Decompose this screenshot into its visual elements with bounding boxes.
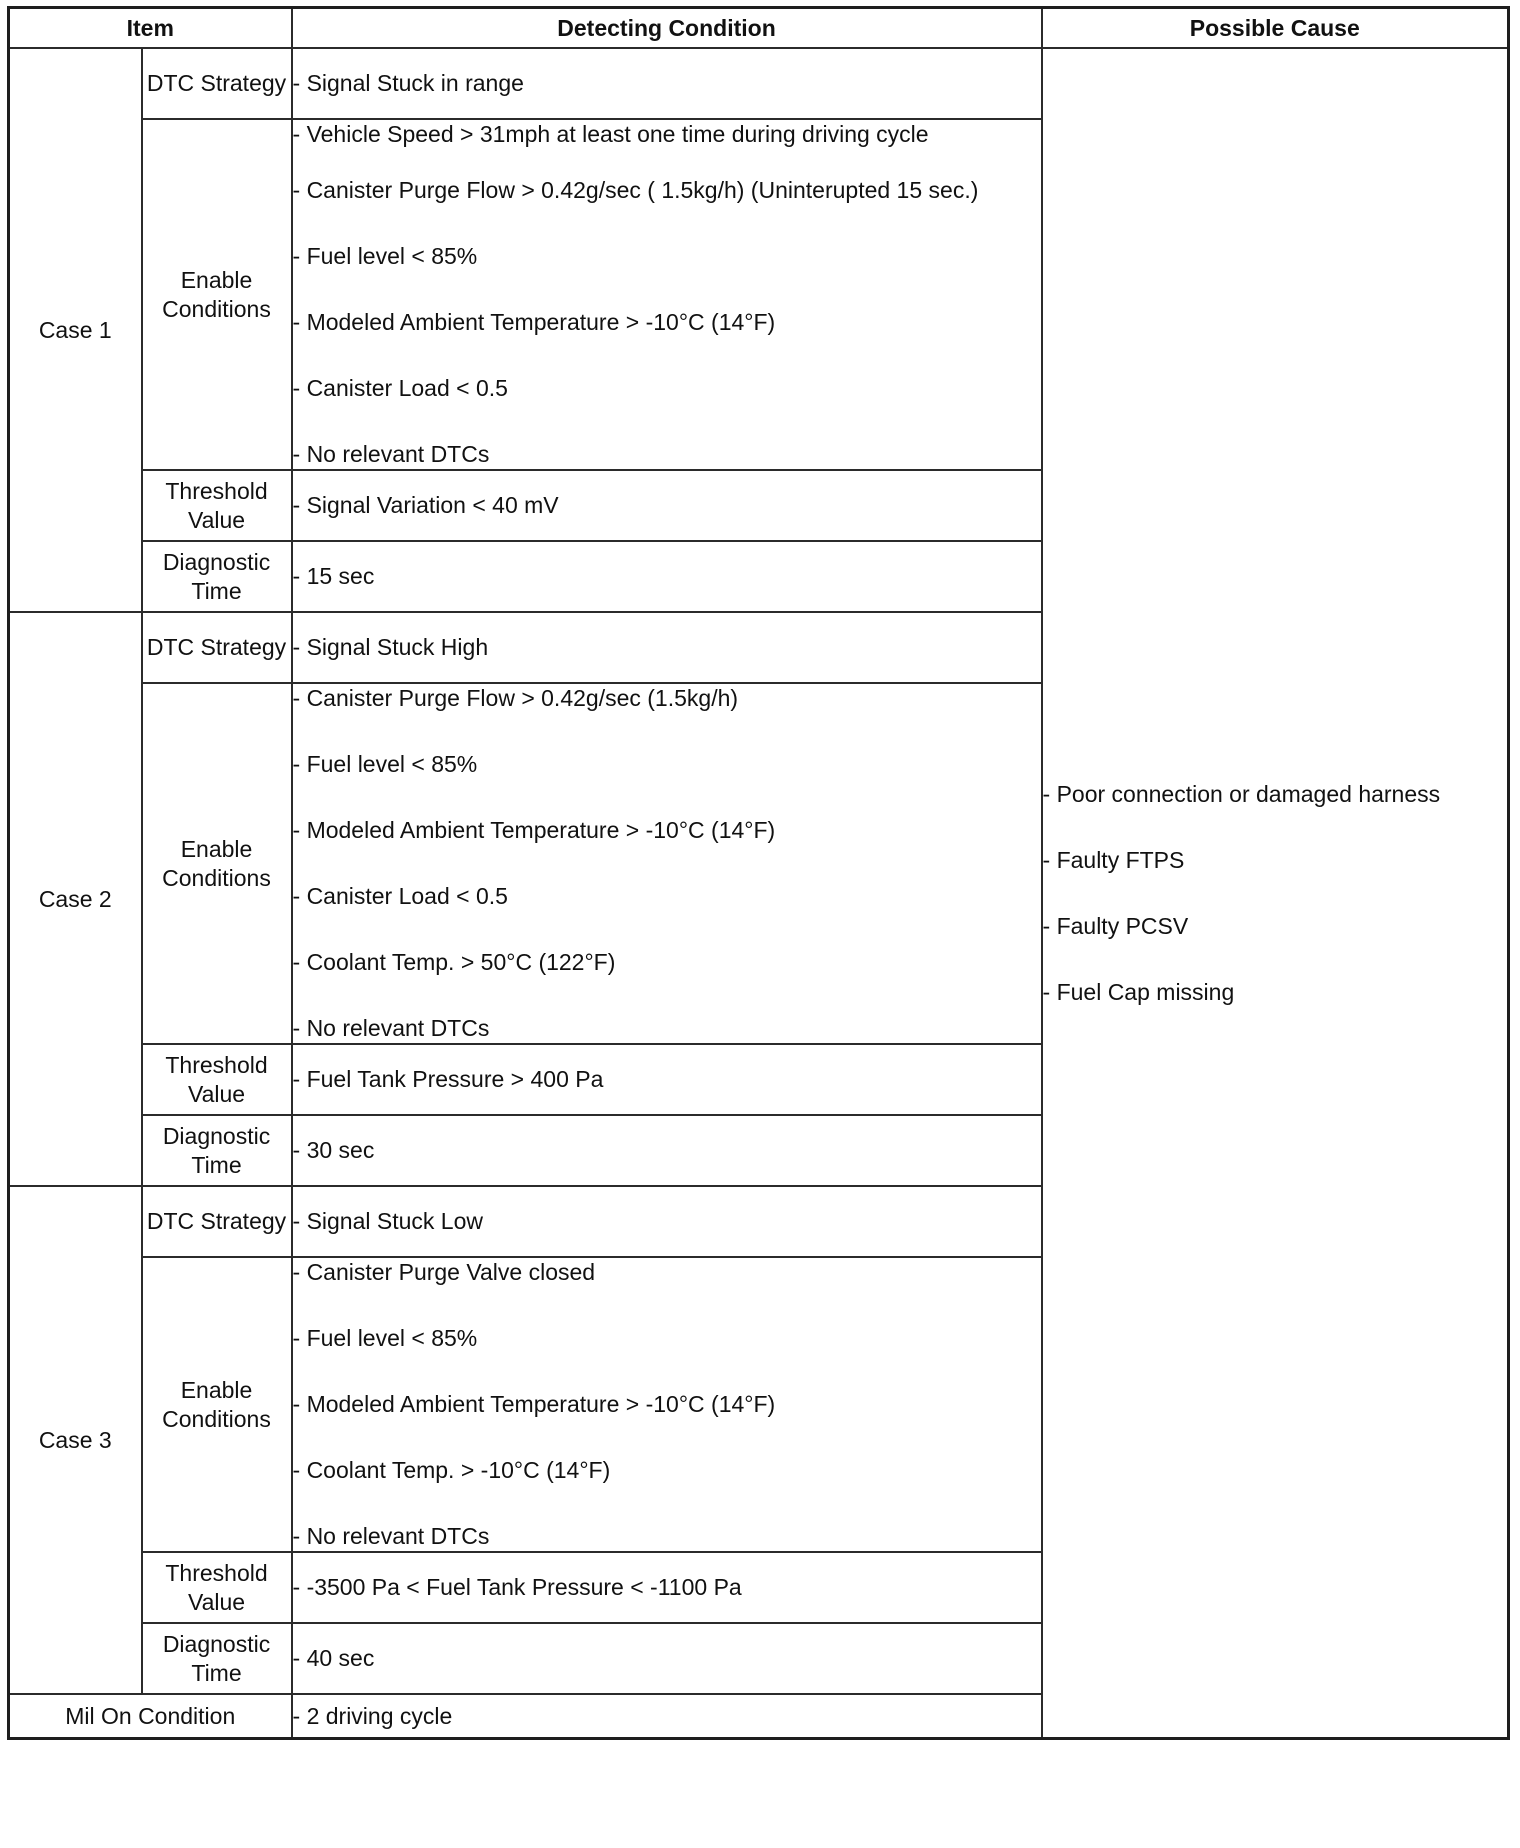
- header-possible-cause: Possible Cause: [1042, 8, 1509, 49]
- enable-condition: - No relevant DTCs: [292, 1015, 490, 1041]
- case-3-label: Case 3: [9, 1186, 142, 1694]
- case-1-diagnostic-label: Diagnostic Time: [142, 541, 292, 612]
- enable-condition: - Canister Purge Valve closed: [292, 1259, 596, 1285]
- enable-condition: - Canister Load < 0.5: [292, 375, 508, 401]
- case-1-enable-label: Enable Conditions: [142, 119, 292, 470]
- enable-condition: - No relevant DTCs: [292, 441, 490, 467]
- case-2-enable-conditions: [292, 683, 1042, 1044]
- case-1-dtc-strategy-row: [9, 48, 1509, 119]
- enable-condition: - Canister Load < 0.5: [292, 883, 508, 909]
- case-1-label: Case 1: [9, 48, 142, 612]
- enable-condition: - Modeled Ambient Temperature > -10°C (14°F): [292, 309, 776, 335]
- possible-cause-cell: [1042, 48, 1509, 1739]
- enable-condition: - Canister Purge Flow > 0.42g/sec ( 1.5kg/h) (Uninterupted 15 sec.): [292, 177, 979, 203]
- case-3-dtc-strategy-label: DTC Strategy: [142, 1186, 292, 1257]
- enable-condition: - Modeled Ambient Temperature > -10°C (14°F): [292, 1391, 776, 1417]
- enable-condition: - Fuel level < 85%: [292, 751, 478, 777]
- enable-condition: - Vehicle Speed > 31mph at least one time during driving cycle: [292, 121, 929, 147]
- case-3-threshold-value: - -3500 Pa < Fuel Tank Pressure < -1100 Pa: [292, 1552, 1042, 1623]
- case-3-diagnostic-value: - 40 sec: [292, 1623, 1042, 1694]
- enable-condition: - Coolant Temp. > 50°C (122°F): [292, 949, 616, 975]
- case-1-dtc-strategy-value: - Signal Stuck in range: [292, 48, 1042, 119]
- possible-cause-item: - Faulty PCSV: [1042, 912, 1189, 939]
- enable-condition: - Fuel level < 85%: [292, 1325, 478, 1351]
- case-2-dtc-strategy-value: - Signal Stuck High: [292, 612, 1042, 683]
- mil-on-condition-value: - 2 driving cycle: [292, 1694, 1042, 1739]
- case-2-diagnostic-label: Diagnostic Time: [142, 1115, 292, 1186]
- case-2-threshold-value: - Fuel Tank Pressure > 400 Pa: [292, 1044, 1042, 1115]
- case-3-enable-list: [293, 1258, 1041, 1551]
- header-detecting-condition: Detecting Condition: [292, 8, 1042, 49]
- case-1-threshold-label: Threshold Value: [142, 470, 292, 541]
- enable-condition: - Canister Purge Flow > 0.42g/sec (1.5kg/h): [292, 685, 739, 711]
- enable-condition: - Fuel level < 85%: [292, 243, 478, 269]
- enable-condition: - No relevant DTCs: [292, 1523, 490, 1549]
- possible-cause-item: - Fuel Cap missing: [1042, 978, 1235, 1005]
- enable-condition: - Coolant Temp. > -10°C (14°F): [292, 1457, 611, 1483]
- case-2-diagnostic-value: - 30 sec: [292, 1115, 1042, 1186]
- case-3-threshold-label: Threshold Value: [142, 1552, 292, 1623]
- case-3-enable-conditions: [292, 1257, 1042, 1552]
- case-2-label: Case 2: [9, 612, 142, 1186]
- header-row: [9, 8, 1509, 49]
- case-1-enable-conditions: [292, 119, 1042, 470]
- case-2-enable-label: Enable Conditions: [142, 683, 292, 1044]
- case-3-diagnostic-label: Diagnostic Time: [142, 1623, 292, 1694]
- case-2-enable-list: [293, 684, 1041, 1043]
- mil-on-condition-label: Mil On Condition: [9, 1694, 292, 1739]
- case-3-dtc-strategy-value: - Signal Stuck Low: [292, 1186, 1042, 1257]
- case-1-threshold-value: - Signal Variation < 40 mV: [292, 470, 1042, 541]
- case-3-enable-label: Enable Conditions: [142, 1257, 292, 1552]
- enable-condition: - Modeled Ambient Temperature > -10°C (14°F): [292, 817, 776, 843]
- possible-cause-item: - Poor connection or damaged harness: [1042, 780, 1441, 807]
- case-1-enable-list: [293, 120, 1041, 469]
- case-1-diagnostic-value: - 15 sec: [292, 541, 1042, 612]
- case-2-dtc-strategy-label: DTC Strategy: [142, 612, 292, 683]
- case-2-threshold-label: Threshold Value: [142, 1044, 292, 1115]
- possible-cause-item: - Faulty FTPS: [1042, 846, 1185, 873]
- possible-cause-list: [1043, 780, 1508, 1007]
- header-item: Item: [9, 8, 292, 49]
- dtc-detecting-condition-table: [7, 6, 1510, 1740]
- case-1-dtc-strategy-label: DTC Strategy: [142, 48, 292, 119]
